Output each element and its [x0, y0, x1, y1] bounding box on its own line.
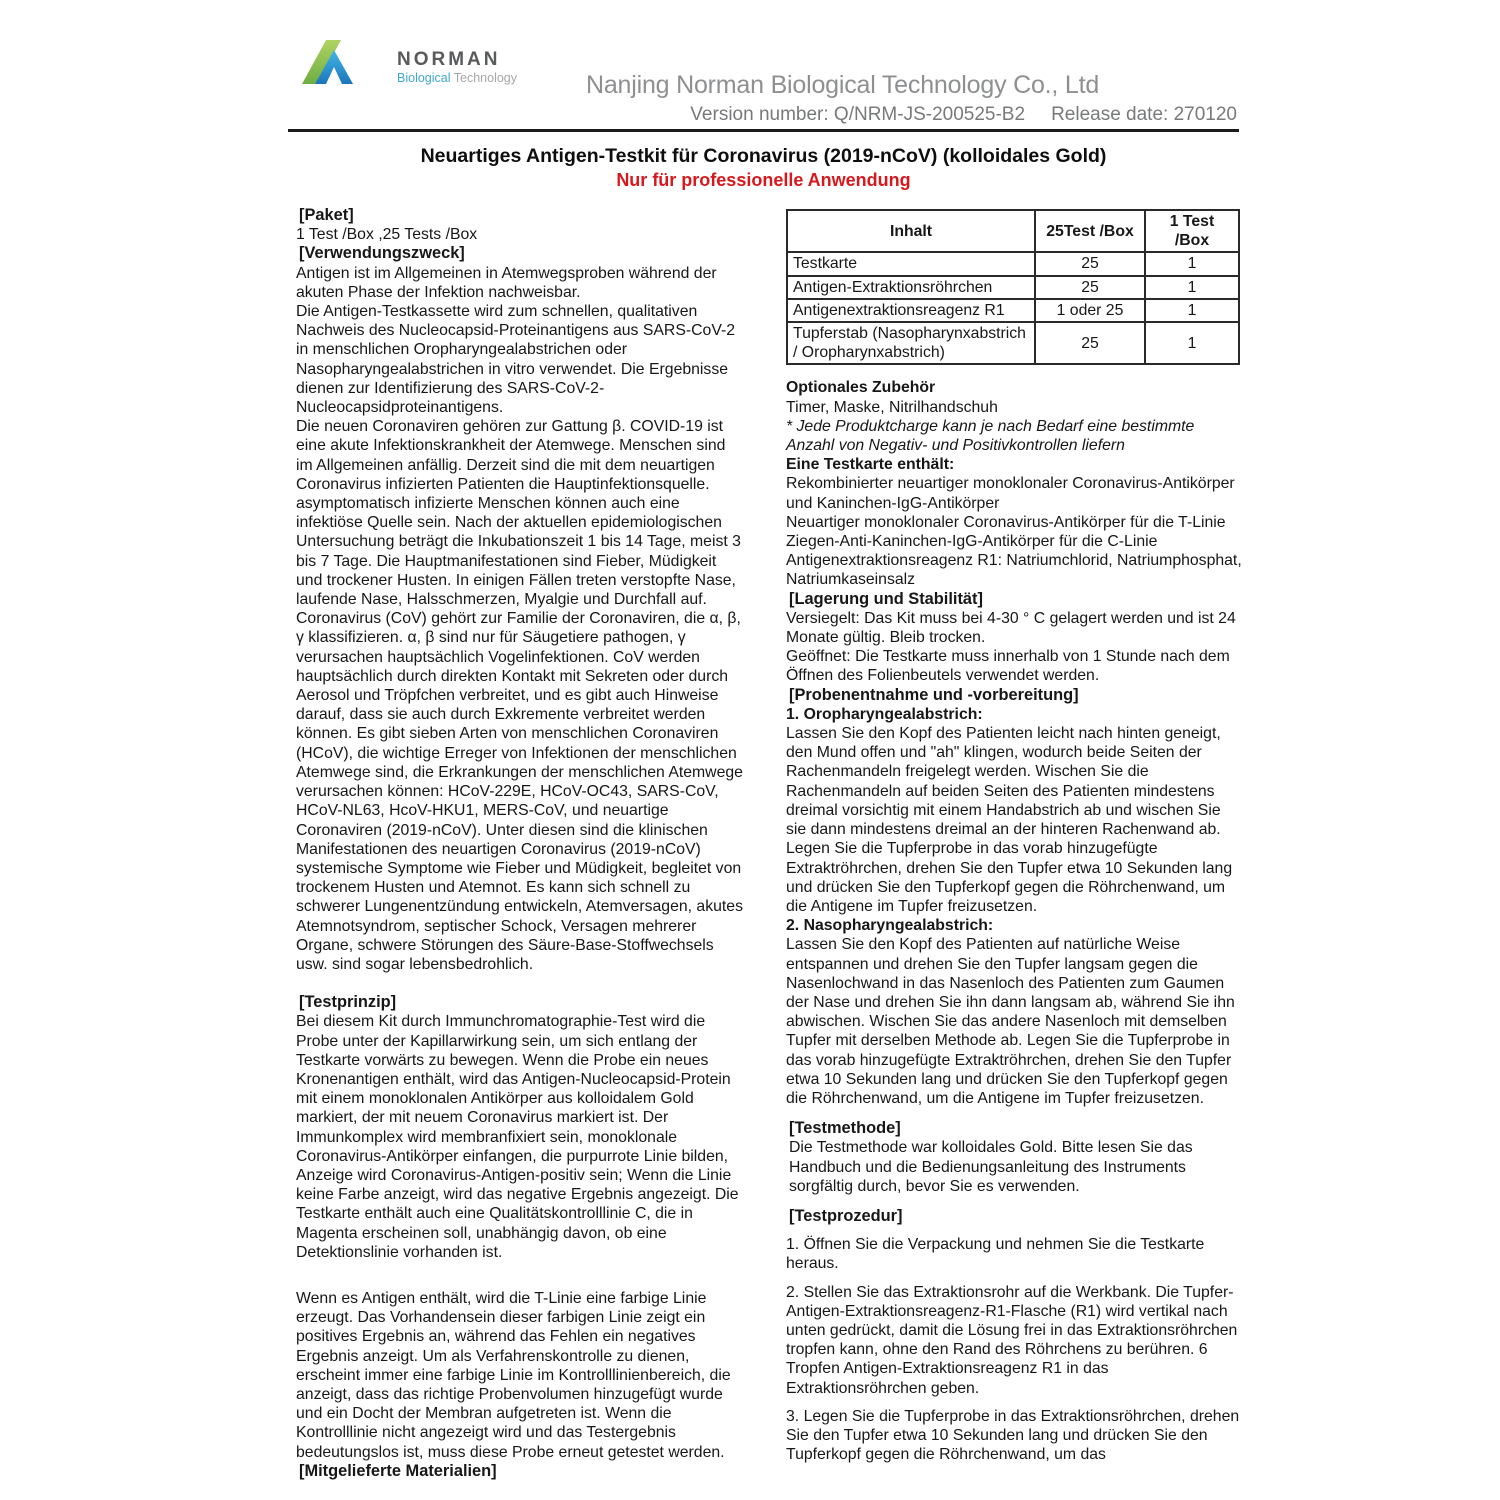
paragraph-accessories: Timer, Maske, Nitrilhandschuh [786, 398, 998, 416]
paragraph-storage-sealed: Versiegelt: Das Kit muss bei 4-30 ° C gelagert werden und ist 24 Monate gültig. Bleib trocken. [786, 609, 1236, 647]
section-heading-testmethode: [Testmethode] [789, 1119, 901, 1138]
table-cell: 1 [1145, 252, 1239, 275]
header-divider [288, 129, 1239, 132]
paragraph-intended-use-2: Die Antigen-Testkassette wird zum schnellen, qualitativen Nachweis des Nucleocapsid-Proteinantigens aus SARS-CoV-2 in menschlichen Oropharyngealabstrichen oder Nasopharyngealabstrichen in vitro verwendet. Die Ergebnisse dienen zur Identifizierung des SARS-CoV-2-Nucleocapsidproteinantigens. [296, 303, 736, 417]
table-header-inhalt: Inhalt [787, 210, 1035, 252]
paragraph-oropharyngeal: Lassen Sie den Kopf des Patienten leicht nach hinten geneigt, den Mund offen und "ah" klingen, wodurch beide Seiten der Rachenmandeln freigelegt werden. Wischen Sie die Rachenmandeln auf beiden Seiten des Patienten mindestens dreimal vorsichtig mit einem Handabstrich ab und wischen Sie sie dann mindestens dreimal an der hinteren Rachenwand ab. Legen Sie die Tupferprobe in das vorab hinzugefügte Extraktröhrchen, drehen Sie den Tupfer etwa 10 Sekunden lang und drücken Sie den Tupferkopf gegen die Röhrchenwand, um die Antigene im Tupfer freizusetzen. [786, 725, 1233, 915]
paragraph-nasopharyngeal: Lassen Sie den Kopf des Patienten auf natürliche Weise entspannen und drehen Sie den Tupfer langsam gegen die Nasenlochwand in das Nasenloch des Patienten zum Gaumen der Nase und drehen Sie ihn dann langsam ab, während Sie ihn abwischen. Wischen Sie das andere Nasenloch mit demselben Tupfer mit derselben Methode ab. Legen Sie die Tupferprobe in das vorab hinzugefügte Extraktröhrchen, drehen Sie den Tupfer etwa 10 Sekunden lang und drücken Sie den Tupferkopf gegen die Röhrchenwand, um die Antigene im Tupfer freizusetzen. [786, 936, 1235, 1107]
paragraph-card-contents-2: Neuartiger monoklonaler Coronavirus-Antikörper für die T-Linie [786, 513, 1226, 531]
paragraph-card-contents-3: Ziegen-Anti-Kaninchen-IgG-Antikörper für die C-Linie [786, 533, 1158, 551]
table-row [787, 276, 1239, 299]
paragraph-intended-use-1: Antigen ist im Allgemeinen in Atemwegsproben während der akuten Phase der Infektion nachweisbar. [296, 264, 717, 301]
table-cell: 1 oder 25 [1035, 299, 1145, 322]
table-row [787, 299, 1239, 322]
subheading-nasopharyngealabstrich: 2. Nasopharyngealabstrich: [786, 917, 994, 935]
table-row [787, 322, 1239, 364]
paragraph-test-principle-2: Wenn es Antigen enthält, wird die T-Linie eine farbige Linie erzeugt. Das Vorhandensein dieser farbigen Linie zeigt ein positives Ergebnis an, während das Fehlen ein negatives Ergebnis anzeigt. Um als Verfahrenskontrolle zu dienen, erscheint immer eine farbige Linie im Kontrolllinienbereich, die anzeigt, dass das richtige Probenvolumen hinzugefügt wurde und ein Docht der Membran aufgetreten ist. Wenn die Kontrolllinie nicht angezeigt wird und das Testergebnis bedeutungslos ist, muss diese Probe erneut getestet werden. [296, 1289, 731, 1461]
paragraph-test-principle-1: Bei diesem Kit durch Immunchromatographie-Test wird die Probe unter der Kapillarwirkung sein, um sich entlang der Testkarte vorwärts zu bewegen. Wenn die Probe ein neues Kronenantigen enthält, wird das Antigen-Nucleocapsid-Protein mit einem monoklonalen Antikörper aus kolloidalem Gold markiert, der mit neuem Coronavirus markiert ist. Der Immunkomplex wird membranfixiert sein, monoklonale Coronavirus-Antikörper einfangen, die purpurrote Linie bilden, Anzeige wird Coronavirus-Antigen-positiv sein; Wenn die Linie keine Farbe anzeigt, wird das negative Ergebnis angezeigt. Die Testkarte enthält auch eine Qualitätskontrolllinie C, die in Magenta erscheinen soll, unabhängig davon, ob eine Detektionslinie vorhanden ist. [296, 1013, 739, 1261]
subheading-oropharyngealabstrich: 1. Oropharyngealabstrich: [786, 705, 983, 723]
table-header-row [787, 210, 1239, 252]
paragraph-test-method: Die Testmethode war kolloidales Gold. Bitte lesen Sie das Handbuch und die Bedienungsanleitung des Instruments sorgfältig durch, bevor Sie es verwenden. [789, 1139, 1193, 1195]
document-subtitle: Nur für professionelle Anwendung [616, 170, 911, 190]
paragraph-intended-use-4: Coronavirus (CoV) gehört zur Familie der Coronaviren, die α, β, γ klassifizieren. α, β sind nur für Säugetiere pathogen, γ verursachen hauptsächlich Vogelinfektionen. CoV werden hauptsächlich durch direkten Kontakt mit Sekreten oder durch Aerosol und Tröpfchen verbreitet, und es gibt auch Hinweise darauf, dass sie auch durch Exkremente verbreitet werden können. Es gibt sieben Arten von menschlichen Coronaviren (HCoV), die wichtige Erreger von Infektionen der menschlichen Atemwege sind, die Erkrankungen der menschlichen Atemwege verursachen können: HCoV-229E, HCoV-OC43, SARS-CoV, HCoV-NL63, HcoV-HKU1, MERS-CoV, und neuartige Coronaviren (2019-nCoV). Unter diesen sind die klinischen Manifestationen des neuartigen Coronavirus (2019-nCoV) systemische Symptome wie Fieber und Müdigkeit, begleitet von trockenem Husten und Atemnot. Es kann sich schnell zu schwerer Lungenentzündung entwickeln, Atemversagen, akutes Atemnotsyndrom, septischer Schock, Versagen mehrerer Organe, schwere Störungen des Säure-Base-Stoffwechsels usw. sind sogar lebensbedrohlich. [296, 610, 743, 973]
version-number: Version number: Q/NRM-JS-200525-B2 [690, 104, 1026, 125]
table-cell: 1 [1145, 322, 1239, 364]
spacer [296, 974, 746, 993]
spacer [786, 1108, 1242, 1119]
section-heading-testprozedur: [Testprozedur] [789, 1206, 903, 1225]
subheading-optionales-zubehoer: Optionales Zubehör [786, 379, 936, 397]
table-row [787, 252, 1239, 275]
left-column [296, 206, 746, 1481]
table-cell: 1 [1145, 276, 1239, 299]
table-cell: Antigen-Extraktionsröhrchen [787, 276, 1035, 299]
release-date: Release date: 270120 [1051, 104, 1237, 125]
table-cell: 25 [1035, 276, 1145, 299]
paragraph-procedure-step-2: 2. Stellen Sie das Extraktionsrohr auf die Werkbank. Die Tupfer-Antigen-Extraktionsreagenz-R1-Flasche (R1) wird vertikal nach unten gedrückt, damit die Lösung frei in das Extraktionsröhrchen tropfen kann, ohne den Rand des Röhrchens zu berühren. 6 Tropfen Antigen-Extraktionsreagenz R1 in das Extraktionsröhrchen geben. [786, 1283, 1238, 1397]
spacer [296, 1262, 746, 1289]
brand-name: NORMAN [397, 49, 501, 70]
spacer [786, 1196, 1242, 1207]
table-cell: Tupferstab (Nasopharynxabstrich / Oropharynxabstrich) [787, 322, 1035, 364]
table-cell: Testkarte [787, 252, 1035, 275]
table-cell: 1 [1145, 299, 1239, 322]
table-cell: Antigenextraktionsreagenz R1 [787, 299, 1035, 322]
table-cell: 25 [1035, 252, 1145, 275]
contents-table [786, 209, 1240, 365]
section-heading-probenentnahme: [Probenentnahme und -vorbereitung] [789, 685, 1079, 704]
section-heading-testprinzip: [Testprinzip] [299, 993, 397, 1012]
document-body [296, 206, 1242, 1481]
paragraph-batch-note: * Jede Produktcharge kann je nach Bedarf eine bestimmte Anzahl von Negativ- und Positivkontrollen liefern [786, 417, 1195, 455]
paragraph-storage-opened: Geöffnet: Die Testkarte muss innerhalb von 1 Stunde nach dem Öffnen des Folienbeutels verwendet werden. [786, 648, 1230, 685]
table-header-25test: 25Test /Box [1035, 210, 1145, 252]
brand-tagline: Biological Technology [397, 71, 518, 85]
table-header-1test: 1 Test /Box [1145, 210, 1239, 252]
logo-mark-icon [300, 38, 532, 100]
document-title: Neuartiges Antigen-Testkit für Coronavirus (2019-nCoV) (kolloidales Gold) [420, 145, 1107, 167]
subheading-testkarte-enthaelt: Eine Testkarte enthält: [786, 456, 955, 474]
section-heading-paket: [Paket] [299, 206, 354, 224]
company-name: Nanjing Norman Biological Technology Co., Ltd [586, 71, 1100, 99]
table-cell: 25 [1035, 322, 1145, 364]
right-column [786, 206, 1242, 1481]
paragraph-procedure-step-1: 1. Öffnen Sie die Verpackung und nehmen Sie die Testkarte heraus. [786, 1236, 1205, 1273]
paragraph-package: 1 Test /Box ,25 Tests /Box [296, 226, 478, 244]
section-heading-mitgelieferte-materialien: [Mitgelieferte Materialien] [299, 1461, 497, 1480]
document-meta [288, 104, 1237, 126]
paragraph-procedure-step-3: 3. Legen Sie die Tupferprobe in das Extraktionsröhrchen, drehen Sie den Tupfer etwa 10 Sekunden lang und drücken Sie den Tupferkopf gegen die Röhrchenwand, um das [786, 1407, 1240, 1464]
section-heading-verwendungszweck: [Verwendungszweck] [299, 244, 465, 263]
paragraph-card-contents-4: Antigenextraktionsreagenz R1: Natriumchlorid, Natriumphosphat, Natriumkaseinsalz [786, 552, 1242, 589]
paragraph-intended-use-3: Die neuen Coronaviren gehören zur Gattung β. COVID-19 ist eine akute Infektionskrankheit der Atemwege. Menschen sind im Allgemeinen anfällig. Derzeit sind die mit dem neuartigen Coronavirus infizierten Patienten die Hauptinfektionsquelle. asymptomatisch infizierte Menschen können auch eine infektiöse Quelle sein. Nach der aktuellen epidemiologischen Untersuchung beträgt die Inkubationszeit 1 bis 14 Tage, meist 3 bis 7 Tage. Die Hauptmanifestationen sind Fieber, Müdigkeit und trockener Husten. In einigen Fällen treten verstopfte Nase, laufende Nase, Halsschmerzen, Myalgie und Durchfall auf. [296, 418, 741, 609]
paragraph-card-contents-1: Rekombinierter neuartiger monoklonaler Coronavirus-Antikörper und Kaninchen-IgG-Antikörper [786, 475, 1235, 512]
norman-logo [300, 38, 532, 100]
section-heading-lagerung: [Lagerung und Stabilität] [789, 589, 983, 608]
